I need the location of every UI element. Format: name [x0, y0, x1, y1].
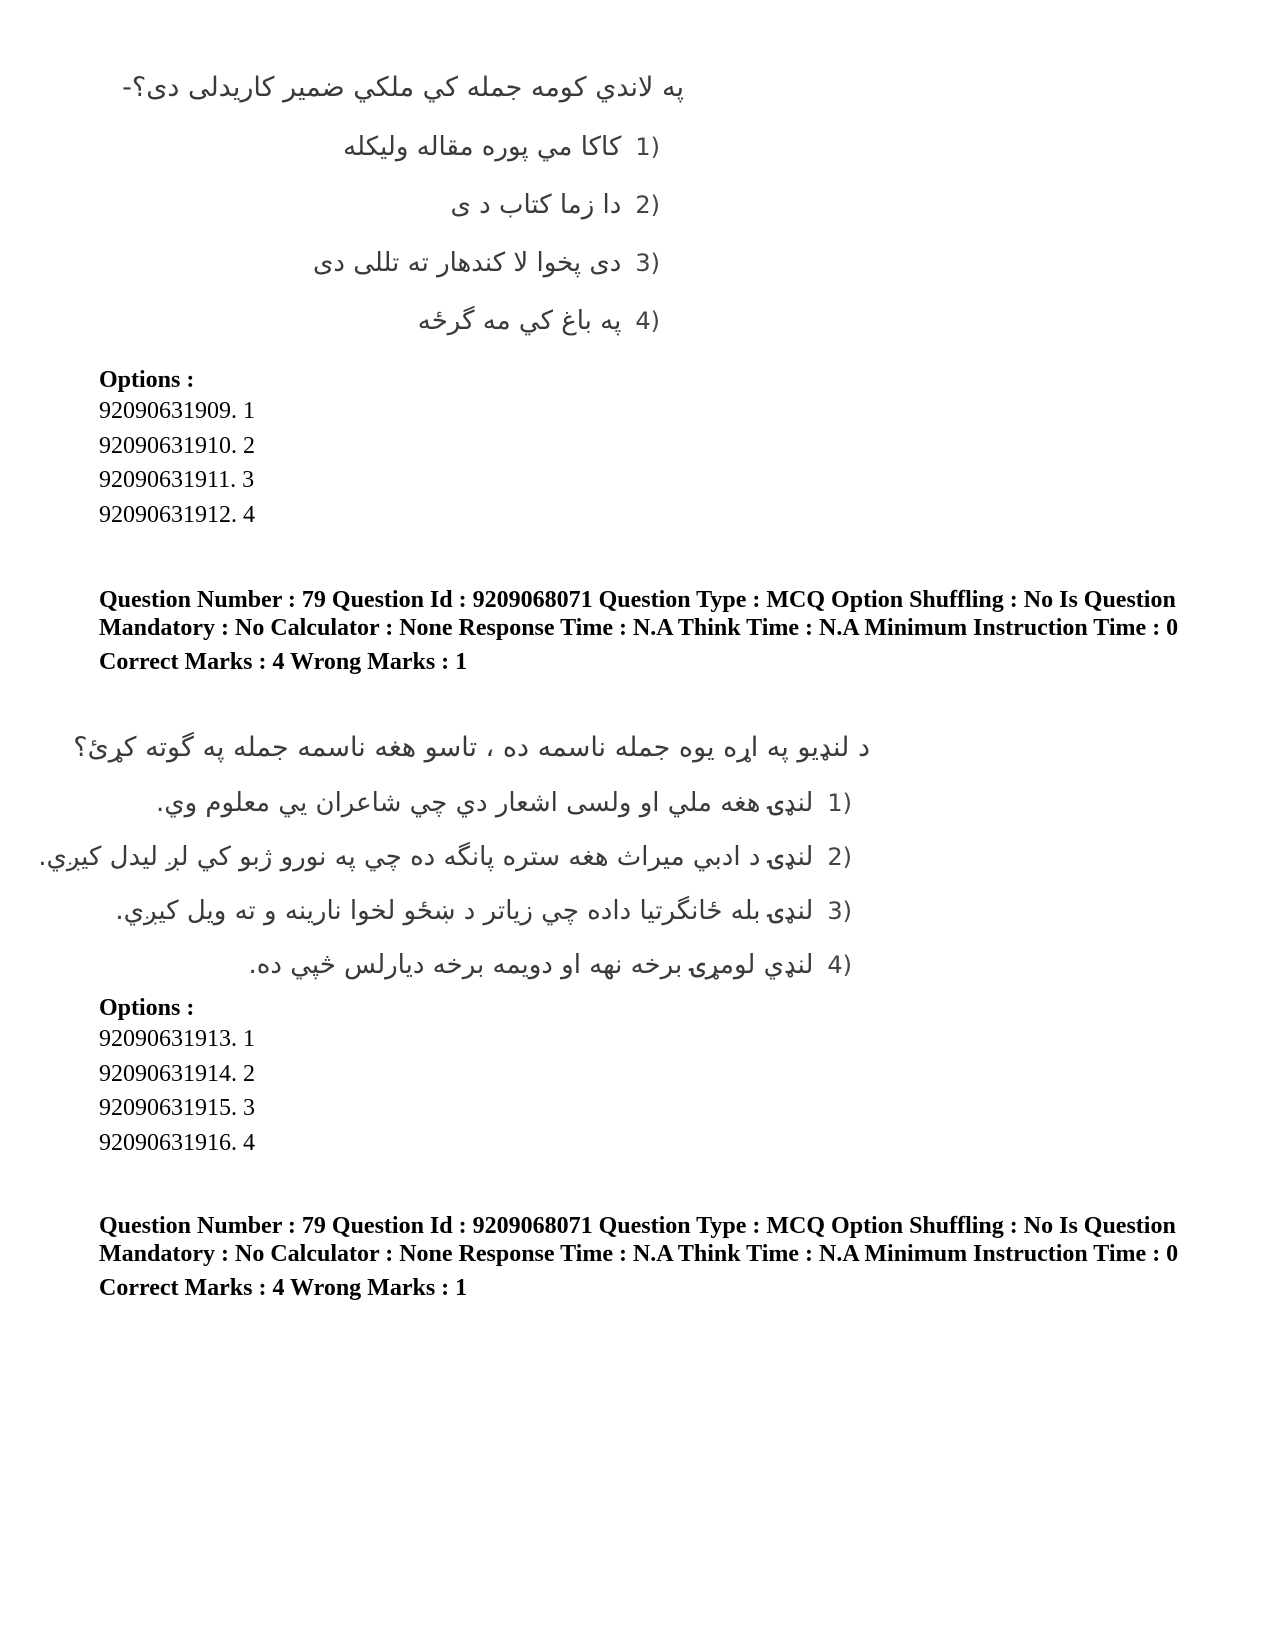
question-stem: په لاندي کومه جمله کي ملکي ضمير کاريدلی دی؟- [122, 72, 684, 103]
option-id: 92090631912. 4 [99, 501, 255, 528]
question-marks: Correct Marks : 4 Wrong Marks : 1 [99, 649, 468, 675]
option-id: 92090631915. 3 [99, 1095, 255, 1122]
question-stem: د لنډيو په اړه يوه جمله ناسمه ده ، تاسو هغه ناسمه جمله په گوته کړئ؟ [73, 732, 870, 763]
option-number: 3) [635, 249, 660, 277]
option-number: 4) [827, 951, 852, 979]
question-meta: Question Number : 79 Question Id : 9209068071 Question Type : MCQ Option Shuffling : No Is Question Mandatory : No Calculator : None Response Time : N.A Think Time : N.A Minimum Instruction Time : 0 [99, 1213, 1179, 1267]
option-text: دی پخوا لا کندهار ته تللی دی [313, 248, 622, 278]
options-block [99, 366, 1179, 532]
option-text: لنډۍ هغه ملي او ولسی اشعار دي چي شاعران يي معلوم وي. [156, 788, 814, 818]
option-id: 92090631913. 1 [99, 1026, 255, 1052]
option-number: 1) [635, 133, 660, 161]
question-option [248, 950, 852, 980]
question-meta: Question Number : 79 Question Id : 9209068071 Question Type : MCQ Option Shuffling : No Is Question Mandatory : No Calculator : None Response Time : N.A Think Time : N.A Minimum Instruction Time : 0 [99, 587, 1179, 641]
option-text: دا زما کتاب د ی [450, 190, 622, 220]
question-meta-block [99, 1212, 1179, 1302]
option-number: 2) [827, 843, 852, 871]
option-id: 92090631914. 2 [99, 1060, 255, 1087]
question-option [418, 306, 660, 336]
question-option [343, 132, 660, 162]
question-option [451, 190, 660, 220]
question-option [115, 896, 852, 926]
options-label: Options : [99, 995, 195, 1021]
option-text: لنډۍ بله ځانگرتيا داده چي زياتر د ښځو لخوا نارينه و ته ويل کيږي. [115, 896, 814, 926]
question-marks: Correct Marks : 4 Wrong Marks : 1 [99, 1275, 468, 1301]
question-image [0, 720, 900, 1000]
option-id: 92090631910. 2 [99, 432, 255, 459]
question-meta-block [99, 586, 1179, 676]
option-text: لنډۍ د ادبي ميراث هغه ستره پانگه ده چي په نورو ژبو کي لږ ليدل کيږي. [38, 842, 814, 872]
question-option [38, 842, 852, 872]
option-id: 92090631916. 4 [99, 1129, 255, 1156]
option-number: 4) [635, 307, 660, 335]
question-option [313, 248, 660, 278]
option-id: 92090631909. 1 [99, 398, 255, 424]
options-block [99, 994, 1179, 1160]
option-number: 3) [827, 897, 852, 925]
question-option [156, 788, 852, 818]
option-number: 1) [827, 789, 852, 817]
question-image [0, 60, 700, 360]
option-text: لنډي لومړۍ برخه نهه او دويمه برخه ديارلس څپي ده. [248, 950, 814, 980]
option-id: 92090631911. 3 [99, 467, 255, 494]
option-number: 2) [635, 191, 660, 219]
option-text: کاکا مي پوره مقاله وليکله [343, 132, 622, 162]
options-label: Options : [99, 367, 195, 393]
option-text: په باغ کي مه گرځه [417, 306, 622, 336]
